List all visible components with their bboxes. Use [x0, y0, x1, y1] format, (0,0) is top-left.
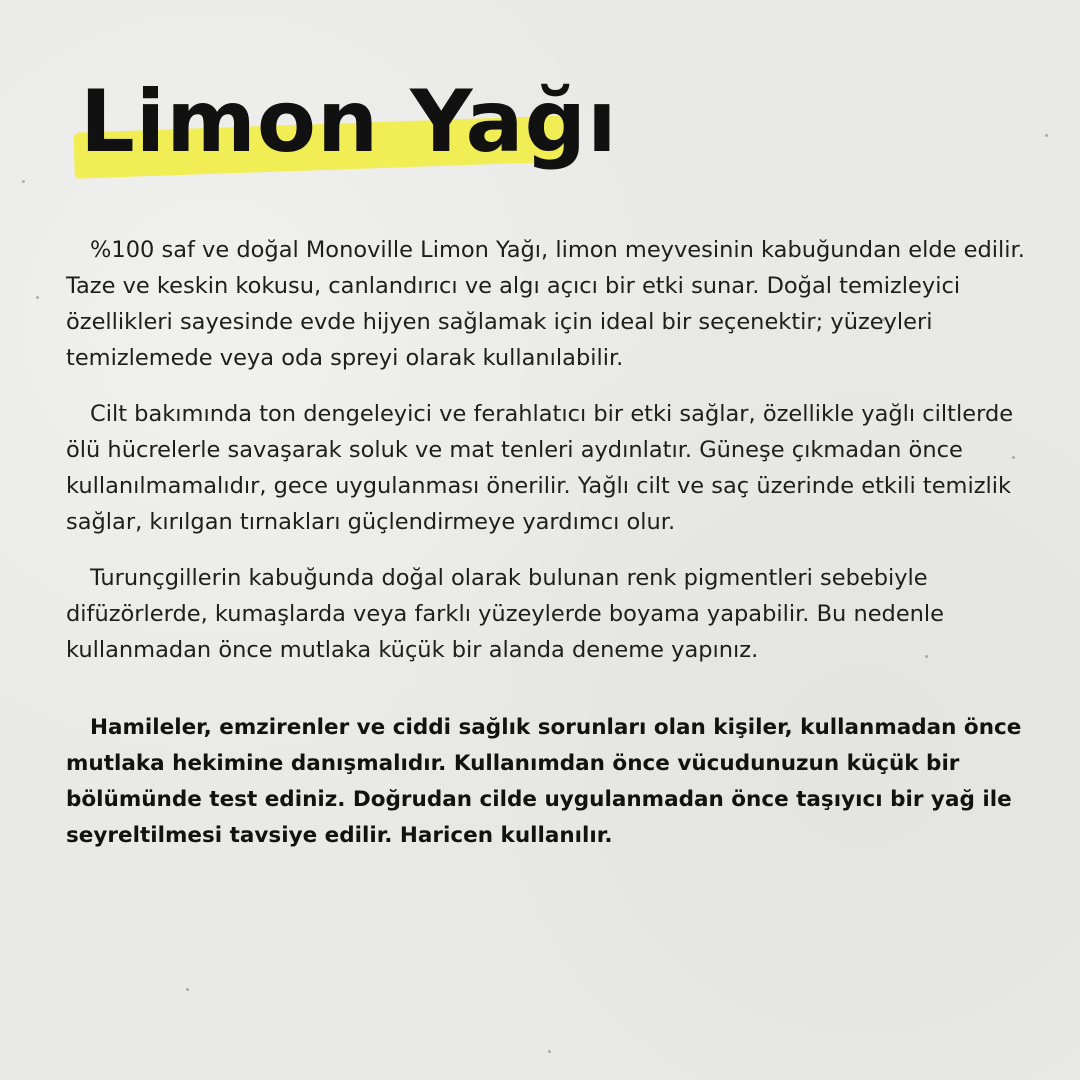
paper-speck — [36, 296, 39, 299]
page-title: Limon Yağı — [80, 72, 618, 172]
warning-paragraph: Hamileler, emzirenler ve ciddi sağlık sorunları olan kişiler, kullanmadan önce mutlaka hekimine danışmalıdır. Kullanımdan önce vücudunuzun küçük bir bölümünde test ediniz. Doğrudan cilde uygulanmadan önce taşıyıcı bir yağ ile seyreltilmesi tavsiye edilir. Haricen kullanılır. — [66, 715, 1022, 848]
paragraph-skin-care: Cilt bakımında ton dengeleyici ve ferahlatıcı bir etki sağlar, özellikle yağlı ciltlerde ölü hücrelerle savaşarak soluk ve mat tenleri aydınlatır. Güneşe çıkmadan önce kullanılmamalıdır, gece uygulanması önerilir. Yağlı cilt ve saç üzerinde etkili temizlik sağlar, kırılgan tırnakları güçlendirmeye yardımcı olur. — [66, 401, 1014, 535]
title-block — [66, 62, 626, 202]
paper-speck — [186, 988, 189, 991]
body-text — [66, 232, 1026, 874]
paper-speck — [548, 1050, 551, 1053]
paragraph-pigment-note: Turunçgillerin kabuğunda doğal olarak bulunan renk pigmentleri sebebiyle difüzörlerde, kumaşlarda veya farklı yüzeylerde boyama yapabilir. Bu nedenle kullanmadan önce mutlaka küçük bir alanda deneme yapınız. — [66, 565, 945, 663]
paragraph-intro: %100 saf ve doğal Monoville Limon Yağı, limon meyvesinin kabuğundan elde edilir. Taze ve keskin kokusu, canlandırıcı ve algı açıcı bir etki sunar. Doğal temizleyici özellikleri sayesinde evde hijyen sağlamak için ideal bir seçenektir; yüzeyleri temizlemede veya oda spreyi olarak kullanılabilir. — [66, 237, 1025, 371]
paper-speck — [1045, 134, 1048, 137]
paper-speck — [22, 180, 25, 183]
